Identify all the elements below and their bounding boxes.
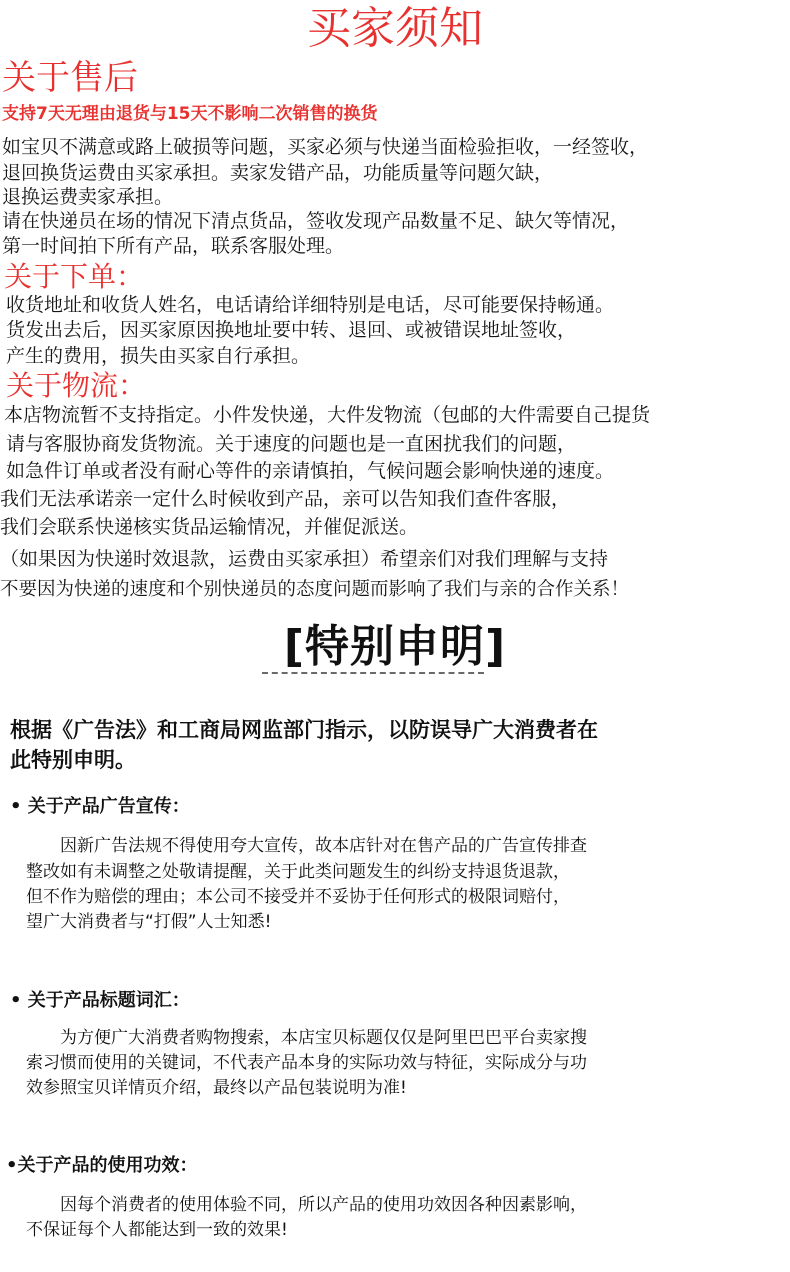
section-paragraph-line: 望广大消费者与“打假”人士知悉! — [26, 912, 272, 932]
logistics-line: 我们无法承诺亲一定什么时候收到产品，亲可以告知我们查件客服， — [0, 488, 571, 510]
section-paragraph-line: 因新广告法规不得使用夸大宣传，故本店针对在售产品的广告宣传排查 — [60, 836, 587, 856]
logistics-line: 我们会联系快递核实货品运输情况，并催促派送。 — [0, 516, 419, 538]
section-paragraph-line: 不保证每个人都能达到一致的效果! — [26, 1220, 288, 1240]
after-sales-line: 如宝贝不满意或路上破损等问题，买家必须与快递当面检验拒收，一经签收， — [2, 136, 649, 158]
special-intro-line: 此特别申明。 — [10, 748, 136, 772]
section-heading-title-words: • 关于产品标题词汇： — [10, 990, 190, 1011]
page-title: 买家须知 — [307, 3, 483, 54]
after-sales-line: 退回换货运费由买家承担。卖家发错产品，功能质量等问题欠缺， — [2, 162, 554, 184]
logistics-line: 不要因为快递的速度和个别快递员的态度问题而影响了我们与亲的合作关系！ — [0, 579, 630, 600]
after-sales-line: 第一时间拍下所有产品，联系客服处理。 — [2, 235, 345, 257]
section-paragraph-line: 索习惯而使用的关键词，不代表产品本身的实际功效与特征，实际成分与功 — [26, 1053, 587, 1073]
logistics-line: 请与客服协商发货物流。关于速度的问题也是一直困扰我们的问题， — [6, 433, 577, 455]
after-sales-line: 请在快递员在场的情况下清点货品，签收发现产品数量不足、缺欠等情况， — [2, 210, 630, 232]
ordering-line: 货发出去后，因买家原因换地址要中转、退回、或被错误地址签收， — [6, 319, 577, 341]
section-heading-efficacy: •关于产品的使用功效： — [6, 1155, 198, 1176]
ordering-line: 收货地址和收货人姓名，电话请给详细特别是电话，尽可能要保持畅通。 — [6, 294, 615, 316]
logistics-line: 本店物流暂不支持指定。小件发快递，大件发物流（包邮的大件需要自己提货 — [4, 404, 651, 426]
section-paragraph-line: 整改如有未调整之处敬请提醒，关于此类问题发生的纠纷支持退货退款， — [26, 862, 570, 882]
after-sales-heading: 关于售后 — [2, 58, 138, 98]
section-paragraph-line: 但不作为赔偿的理由；本公司不接受并不妥协于任何形式的极限词赔付， — [26, 887, 570, 907]
ordering-line: 产生的费用，损失由买家自行承担。 — [6, 345, 311, 367]
logistics-line: 如急件订单或者没有耐心等件的亲请慎拍，气候问题会影响快递的速度。 — [6, 460, 615, 482]
special-statement-title: [特别申明] — [283, 621, 507, 672]
section-heading-advertising: • 关于产品广告宣传： — [10, 796, 190, 817]
title-underline — [262, 672, 484, 674]
section-paragraph-line: 为方便广大消费者购物搜索，本店宝贝标题仅仅是阿里巴巴平台卖家搜 — [60, 1028, 587, 1048]
section-paragraph-line: 因每个消费者的使用体验不同，所以产品的使用功效因各种因素影响， — [60, 1195, 587, 1215]
logistics-heading: 关于物流： — [6, 369, 147, 402]
section-paragraph-line: 效参照宝贝详情页介绍，最终以产品包装说明为准! — [26, 1078, 407, 1098]
after-sales-line: 退换运费卖家承担。 — [2, 186, 174, 208]
ordering-heading: 关于下单： — [4, 260, 145, 293]
special-intro-line: 根据《广告法》和工商局网监部门指示，以防误导广大消费者在 — [10, 718, 598, 742]
after-sales-subtitle: 支持7天无理由退货与15天不影响二次销售的换货 — [2, 104, 378, 124]
logistics-line: （如果因为快递时效退款，运费由买家承担）希望亲们对我们理解与支持 — [0, 548, 609, 570]
